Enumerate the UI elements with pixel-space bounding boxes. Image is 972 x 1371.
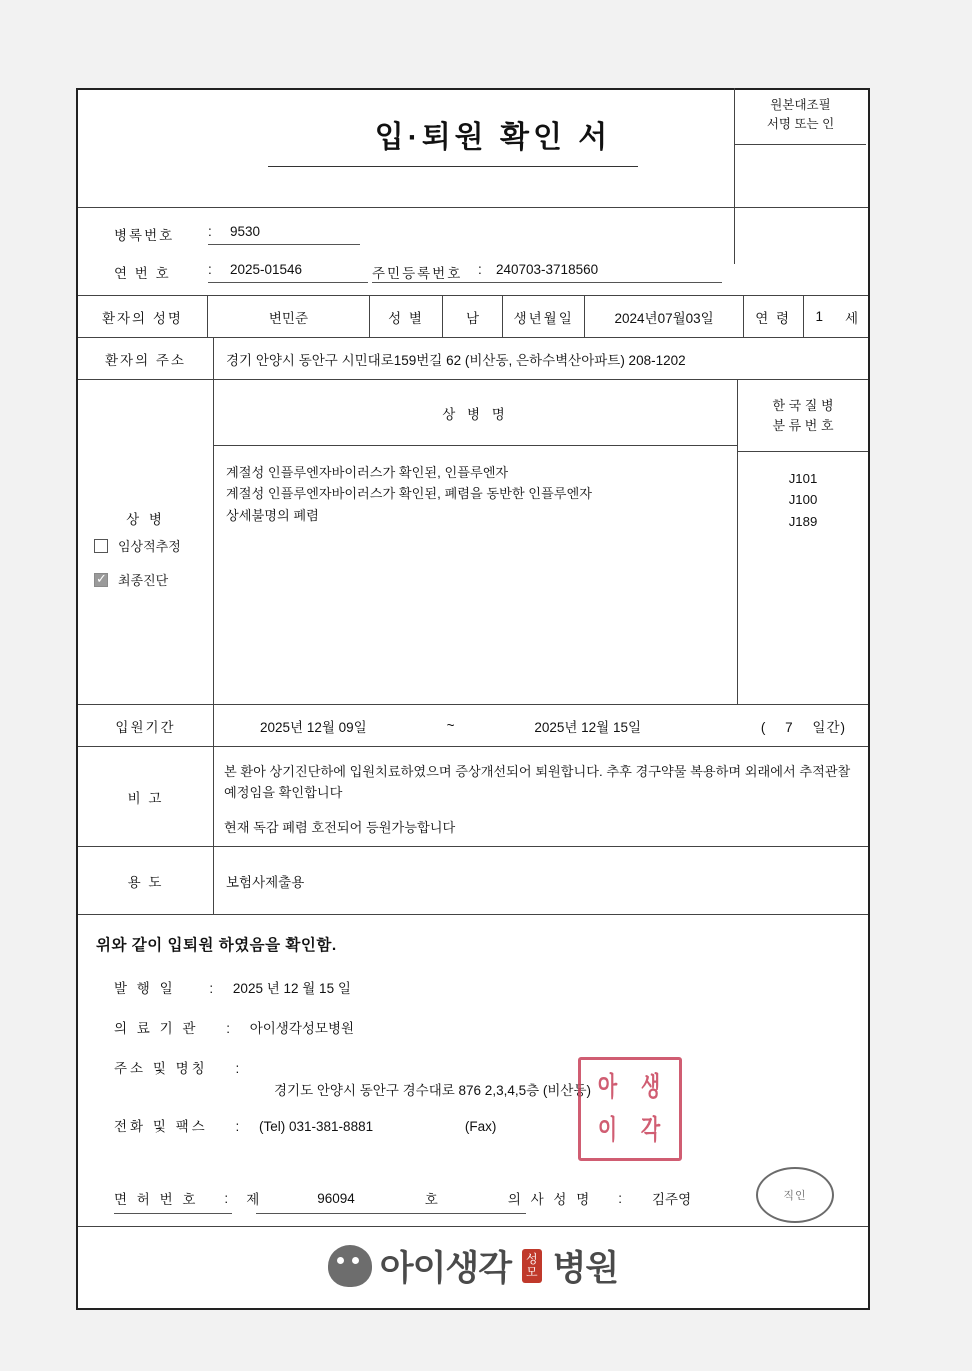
phone-value: (Tel) 031-381-8881 bbox=[259, 1119, 374, 1134]
patient-sex-label: 성 별 bbox=[370, 296, 443, 337]
diagnosis-code-list bbox=[738, 452, 868, 532]
original-verification-line2: 서명 또는 인 bbox=[766, 117, 835, 132]
serial-number-colon: : bbox=[208, 262, 212, 277]
title-underline bbox=[268, 166, 638, 167]
admission-days-count: 7 bbox=[785, 719, 794, 735]
title-row bbox=[78, 90, 868, 208]
usage-row bbox=[78, 847, 868, 915]
seal-char-4: 각 bbox=[640, 1115, 663, 1146]
admission-days-open: ( bbox=[760, 719, 767, 735]
admission-from: 2025년 12월 09일 bbox=[260, 719, 367, 735]
license-number-underline bbox=[256, 1213, 526, 1214]
final-diagnosis-checkbox[interactable] bbox=[94, 573, 108, 587]
patient-age-unit: 세 bbox=[844, 310, 858, 326]
license-colon: : bbox=[224, 1190, 229, 1206]
admission-tilde: ~ bbox=[446, 718, 455, 733]
original-verification-line1: 원본대조필 bbox=[770, 98, 831, 112]
patient-address-label: 환자의 주소 bbox=[78, 338, 214, 379]
diagnosis-name-3: 상세불명의 폐렴 bbox=[226, 507, 319, 523]
license-label: 면 허 번 호 bbox=[114, 1192, 199, 1207]
seal-char-1: 아 bbox=[597, 1072, 620, 1103]
patient-address-row bbox=[78, 338, 868, 380]
admission-period-label: 입원기간 bbox=[78, 705, 214, 746]
diagnosis-code-header bbox=[738, 380, 868, 452]
seal-char-2: 생 bbox=[640, 1072, 663, 1103]
certification-statement: 위와 같이 입퇴원 하였음을 확인함. bbox=[96, 937, 337, 954]
license-prefix: 제 bbox=[246, 1192, 260, 1207]
clinical-estimate-label: 임상적추정 bbox=[118, 539, 181, 554]
admission-days bbox=[761, 716, 846, 736]
rrn-value: 240703-3718560 bbox=[496, 262, 599, 277]
certificate-document bbox=[76, 88, 870, 1310]
institution-colon: : bbox=[226, 1021, 230, 1036]
chart-number-value: 9530 bbox=[230, 224, 261, 239]
hospital-mascot-icon bbox=[328, 1245, 372, 1287]
license-row bbox=[78, 1188, 868, 1208]
issue-date-label: 발 행 일 bbox=[114, 981, 176, 996]
diagnosis-code-header-line2: 분 류 번 호 bbox=[772, 417, 834, 433]
chart-number-colon: : bbox=[208, 224, 212, 239]
admission-days-unit: 일간) bbox=[812, 719, 846, 735]
patient-age-label: 연 령 bbox=[744, 296, 804, 337]
diagnosis-type-column bbox=[78, 380, 214, 704]
page-title: 입·퇴원 확인 서 bbox=[374, 121, 612, 154]
issue-date-colon: : bbox=[209, 981, 214, 996]
clinical-estimate-checkbox[interactable] bbox=[94, 539, 108, 553]
diagnosis-name-1: 계절성 인플루엔자바이러스가 확인된, 인플루엔자 bbox=[226, 465, 509, 480]
doctor-name-label: 의 사 성 명 bbox=[507, 1192, 593, 1207]
diagnosis-section-label: 상 병 bbox=[126, 512, 165, 527]
diagnosis-name-column bbox=[214, 380, 738, 704]
original-verification-head bbox=[735, 88, 866, 145]
hospital-logo-badge-line2: 모 bbox=[526, 1265, 538, 1279]
patient-birth-label: 생년월일 bbox=[503, 296, 586, 337]
patient-birth-value: 2024년07월03일 bbox=[585, 296, 743, 337]
remark-paragraph-1: 본 환아 상기진단하에 입원치료하였으며 증상개선되어 퇴원합니다. 추후 경구약물 복용하며 외래에서 추적관찰 예정임을 확인합니다 bbox=[224, 764, 851, 801]
admission-to: 2025년 12월 15일 bbox=[534, 719, 642, 735]
admission-period-values bbox=[214, 716, 868, 736]
rrn-underline bbox=[372, 282, 722, 283]
issue-date-value: 2025 년 12 월 15 일 bbox=[232, 981, 351, 996]
hospital-address-value: 경기도 안양시 동안구 경수대로 876 2,3,4,5층 (비산동) bbox=[274, 1083, 592, 1098]
diagnosis-block bbox=[78, 380, 868, 705]
doctor-seal-stamp: 직인 bbox=[756, 1167, 834, 1223]
patient-age-value: 1 bbox=[815, 309, 824, 324]
admission-period-row bbox=[78, 705, 868, 747]
usage-label: 용 도 bbox=[78, 847, 214, 914]
institution-value: 아이생각성모병원 bbox=[249, 1021, 355, 1036]
seal-char-3: 이 bbox=[597, 1115, 620, 1146]
diagnosis-code-1: J101 bbox=[788, 471, 818, 486]
diagnosis-name-list bbox=[214, 446, 737, 526]
remark-row bbox=[78, 747, 868, 847]
rrn-label: 주민등록번호 bbox=[372, 266, 463, 281]
patient-row bbox=[78, 296, 868, 338]
serial-number-underline bbox=[208, 282, 368, 283]
doctor-name-colon: : bbox=[618, 1190, 623, 1206]
chart-number-underline bbox=[208, 244, 360, 245]
hospital-address-colon: : bbox=[235, 1061, 240, 1076]
hospital-seal-stamp bbox=[578, 1057, 682, 1161]
remark-label: 비 고 bbox=[78, 747, 214, 846]
hospital-logo-band bbox=[78, 1227, 868, 1305]
hospital-logo-name: 아이생각 bbox=[379, 1249, 512, 1288]
diagnosis-code-3: J189 bbox=[788, 513, 818, 529]
serial-number-value: 2025-01546 bbox=[230, 262, 303, 277]
hospital-logo-badge bbox=[522, 1249, 542, 1282]
hospital-logo-suffix: 병원 bbox=[552, 1249, 619, 1288]
license-number: 96094 bbox=[317, 1190, 355, 1206]
clinical-estimate-option[interactable] bbox=[94, 536, 181, 555]
phone-colon: : bbox=[235, 1119, 240, 1134]
final-diagnosis-label: 최종진단 bbox=[118, 573, 169, 588]
diagnosis-name-2: 계절성 인플루엔자바이러스가 확인된, 폐렴을 동반한 인플루엔자 bbox=[226, 486, 592, 502]
diagnosis-code-column bbox=[738, 380, 868, 704]
phone-label: 전화 및 팩스 bbox=[114, 1119, 208, 1134]
final-diagnosis-option[interactable] bbox=[94, 570, 168, 589]
patient-sex-value: 남 bbox=[443, 296, 503, 337]
license-suffix: 호 bbox=[424, 1192, 438, 1207]
chart-number-label: 병록번호 bbox=[114, 228, 175, 243]
usage-value: 보험사제출용 bbox=[226, 874, 305, 890]
serial-number-label: 연 번 호 bbox=[114, 266, 171, 281]
hospital-logo-badge-line1: 성 bbox=[526, 1252, 538, 1267]
license-label-underline bbox=[114, 1213, 232, 1214]
diagnosis-name-header: 상 병 명 bbox=[214, 380, 737, 446]
identifier-block bbox=[78, 208, 868, 296]
patient-address-value: 경기 안양시 동안구 시민대로159번길 62 (비산동, 은하수벽산아파트) 208-1202 bbox=[226, 352, 686, 368]
hospital-address-label: 주소 및 명칭 bbox=[114, 1061, 208, 1076]
institution-label: 의 료 기 관 bbox=[114, 1021, 199, 1036]
remark-body bbox=[214, 747, 868, 838]
patient-name-label: 환자의 성명 bbox=[78, 296, 208, 337]
rrn-colon: : bbox=[478, 262, 482, 277]
certification-block bbox=[78, 915, 868, 1227]
diagnosis-code-header-line1: 한 국 질 병 bbox=[772, 398, 834, 413]
remark-paragraph-2: 현재 독감 폐렴 호전되어 등원가능합니다 bbox=[224, 820, 456, 836]
diagnosis-code-2: J100 bbox=[788, 492, 818, 508]
doctor-name-value: 김주영 bbox=[652, 1192, 692, 1207]
fax-value: (Fax) bbox=[464, 1119, 497, 1134]
patient-name-value: 변민준 bbox=[208, 296, 370, 337]
